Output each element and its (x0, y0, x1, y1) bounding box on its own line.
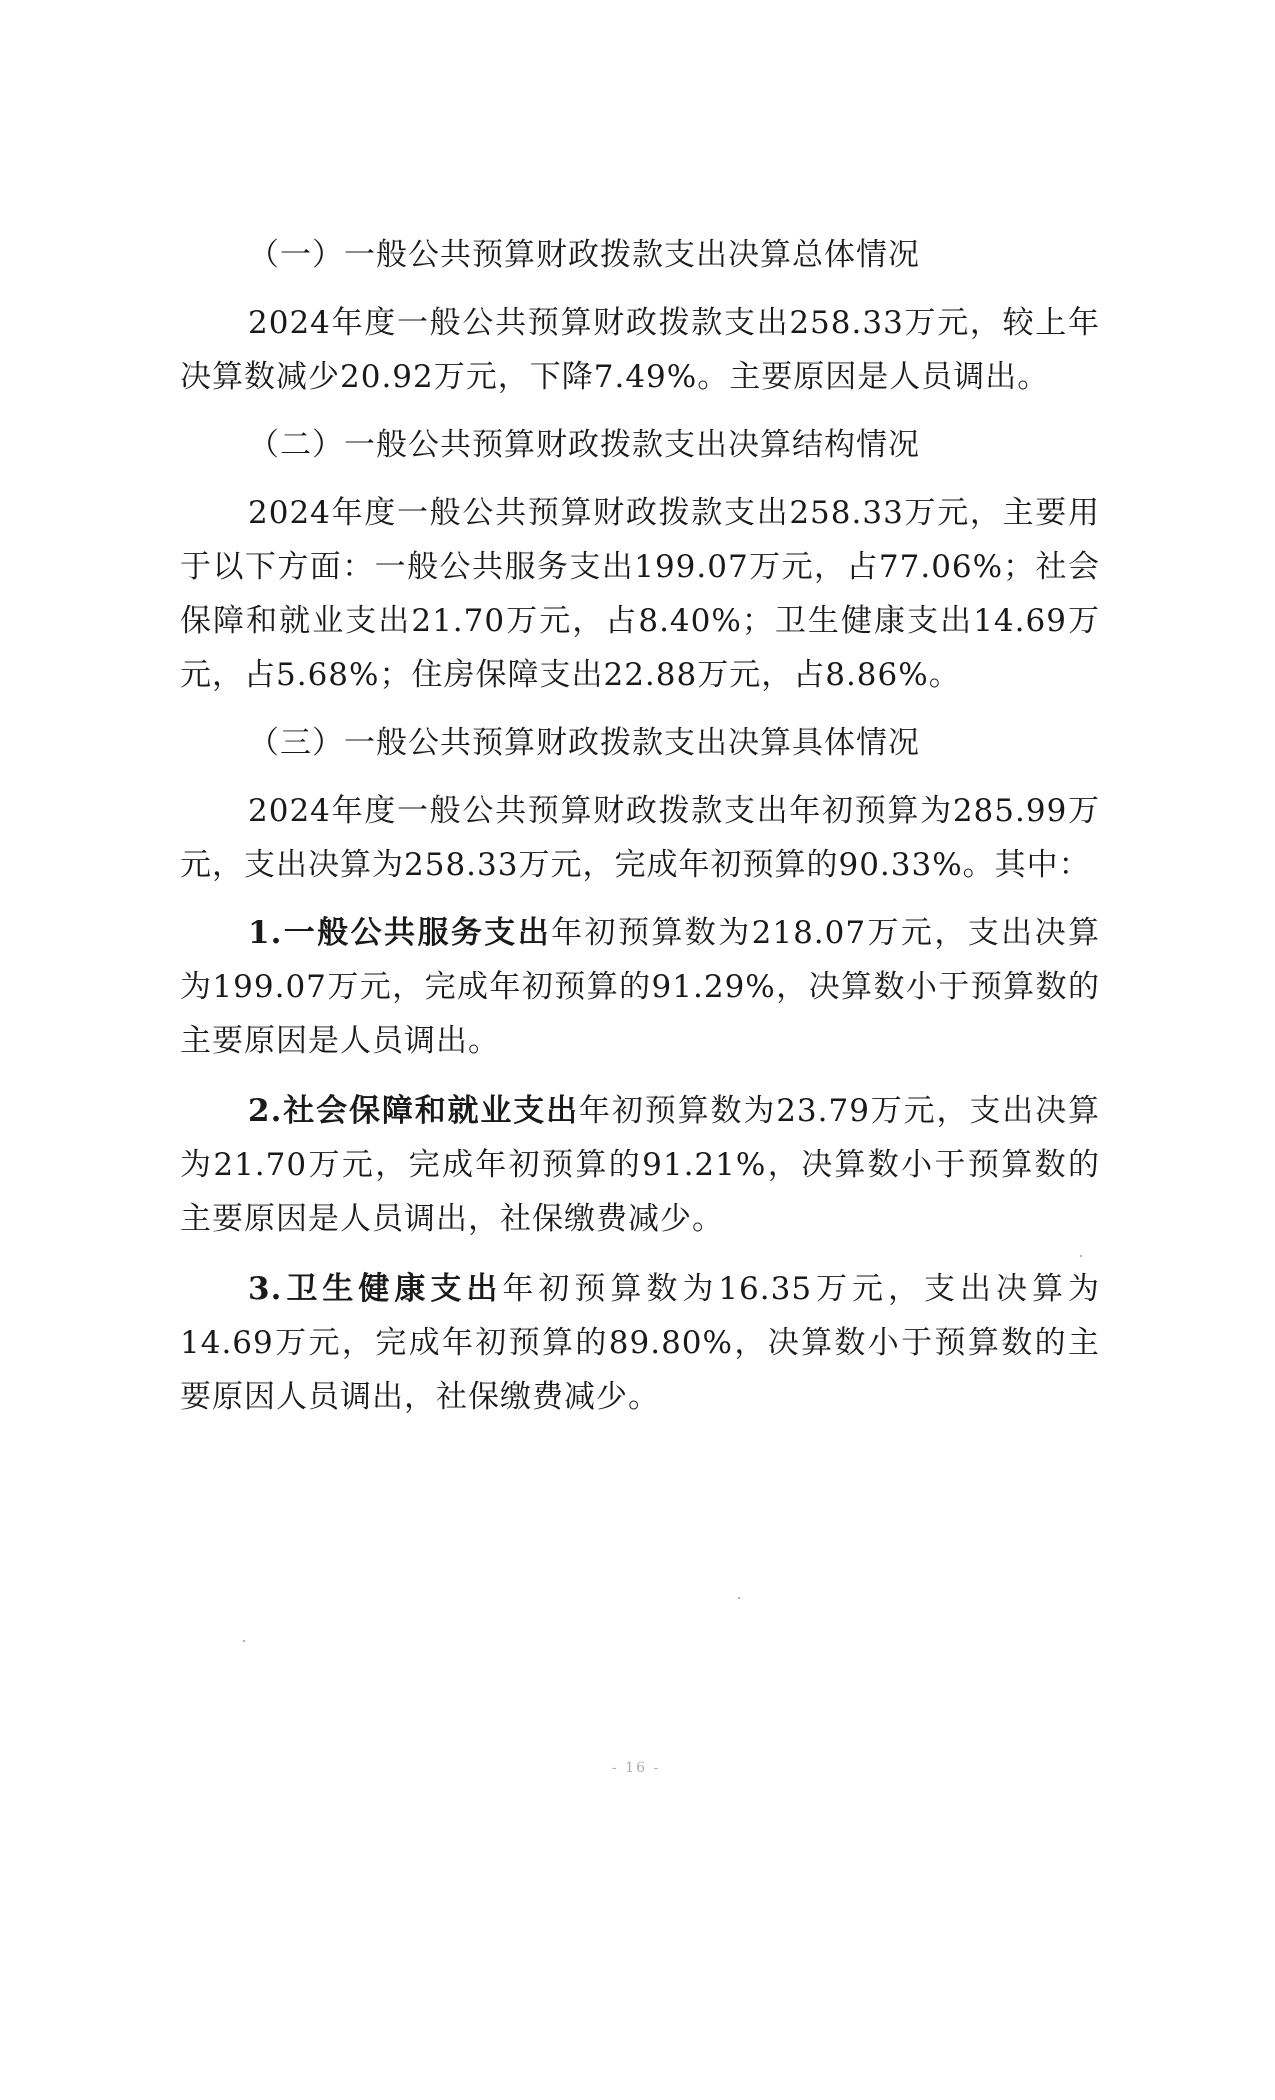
item-number: 3. (248, 1271, 283, 1307)
item-title: 卫生健康支出 (282, 1271, 503, 1307)
scan-speck (1080, 1255, 1082, 1257)
document-body (180, 228, 1100, 1440)
list-item-2 (180, 1084, 1100, 1246)
scan-speck (738, 1597, 740, 1599)
item-title: 社会保障和就业支出 (282, 1093, 580, 1129)
item-number: 1. (248, 915, 283, 951)
page-number-mark: - 16 - (612, 1760, 661, 1776)
section-heading-3: （三）一般公共预算财政拨款支出决算具体情况 (248, 725, 920, 761)
section-paragraph-3: 2024年度一般公共预算财政拨款支出年初预算为285.99万元，支出决算为258.33万元，完成年初预算的90.33%。其中： (180, 793, 1100, 883)
section-paragraph-1: 2024年度一般公共预算财政拨款支出258.33万元，较上年决算数减少20.92万元，下降7.49%。主要原因是人员调出。 (180, 305, 1100, 395)
item-number: 2. (248, 1093, 283, 1129)
item-title: 一般公共服务支出 (282, 915, 552, 951)
item-text: 年初预算数为218.07万元，支出决算为199.07万元，完成年初预算的91.29%，决算数小于预算数的主要原因是人员调出。 (180, 915, 1101, 1059)
item-text: 年初预算数为23.79万元，支出决算为21.70万元，完成年初预算的91.21%，决算数小于预算数的主要原因是人员调出，社保缴费减少。 (180, 1093, 1100, 1237)
list-item-1 (180, 906, 1100, 1068)
item-text: 年初预算数为16.35万元，支出决算为14.69万元，完成年初预算的89.80%，决算数小于预算数的主要原因人员调出，社保缴费减少。 (180, 1271, 1101, 1415)
list-item-3 (180, 1262, 1100, 1424)
section-heading-1: （一）一般公共预算财政拨款支出决算总体情况 (248, 237, 920, 273)
section-heading-2: （二）一般公共预算财政拨款支出决算结构情况 (248, 427, 920, 463)
section-paragraph-2: 2024年度一般公共预算财政拨款支出258.33万元，主要用于以下方面：一般公共服务支出199.07万元，占77.06%；社会保障和就业支出21.70万元，占8.40%；卫生健康支出14.69万元，占5.68%；住房保障支出22.88万元，占8.86%。 (180, 495, 1100, 693)
scan-speck (243, 1640, 245, 1642)
